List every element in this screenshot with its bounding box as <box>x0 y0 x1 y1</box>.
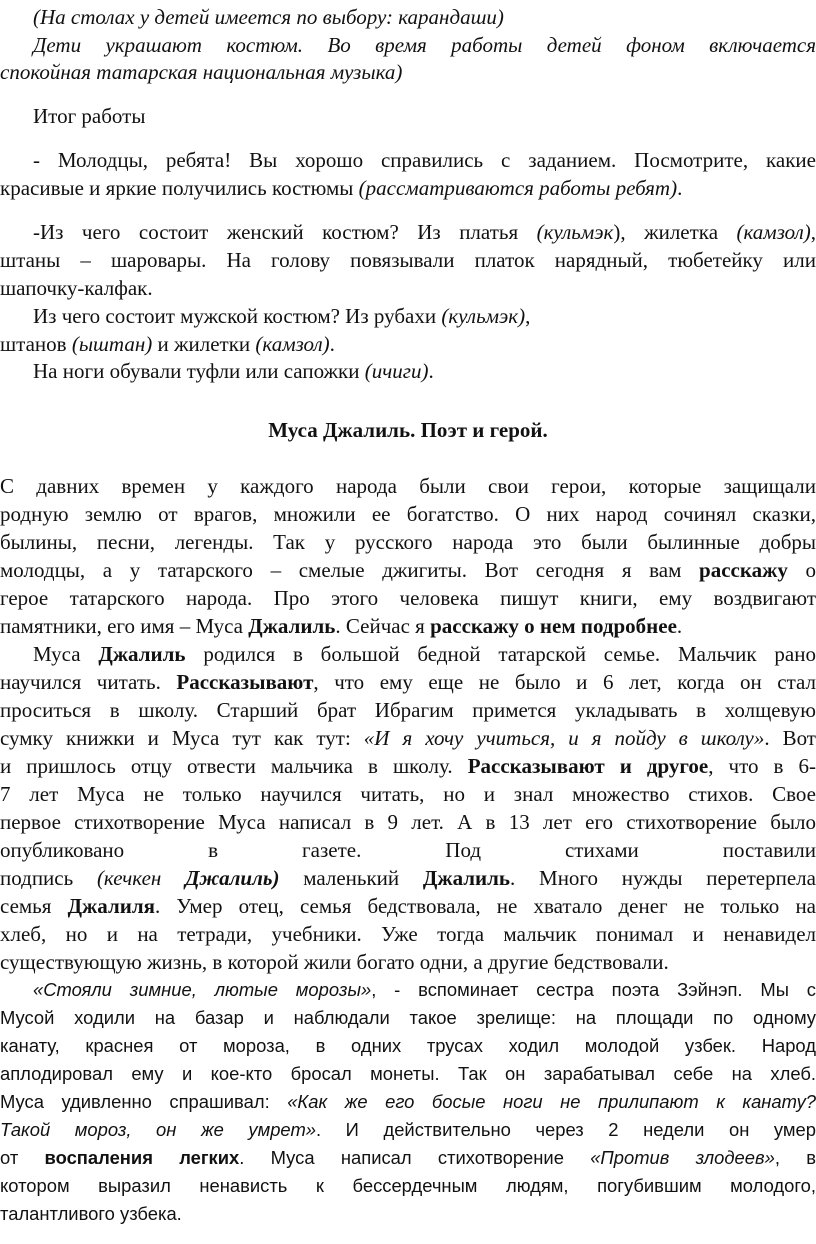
paragraph-line: от воспаления легких. Муса написал стихотворение «Против злодеев», в <box>0 1147 816 1168</box>
paragraph-line: научился читать. Рассказывают, что ему еще не было и 6 лет, когда он стал <box>0 670 816 694</box>
word: в <box>208 838 219 862</box>
paragraph-line <box>0 837 816 863</box>
paragraph-line: первое стихотворение Муса написал в 9 лет. А в 13 лет его стихотворение было <box>0 810 816 834</box>
paragraph-line: котором выразил ненависть к бессердечным людям, погубившим молодого, <box>0 1175 816 1196</box>
paragraph-line: проситься в школу. Старший брат Ибрагим примется укладывать в холщевую <box>0 698 816 722</box>
paragraph-line: герое татарского народа. Про этого человека пишут книги, ему воздвигают <box>0 586 816 610</box>
section-title: Муса Джалиль. Поэт и герой. <box>268 418 548 442</box>
word: Под <box>445 838 482 862</box>
intro-line: Дети украшают костюм. Во время работы детей фоном включается <box>33 33 816 57</box>
paragraph-line: канату, краснея от мороза, в одних трусах ходил молодой узбек. Народ <box>0 1035 816 1056</box>
paragraph-line: и пришлось отцу отвести мальчика в школу. Рассказывают и другое, что в 6- <box>0 754 816 778</box>
paragraph-line: штаны – шаровары. На голову повязывали платок нарядный, тюбетейку или <box>0 248 816 272</box>
paragraph-line: 7 лет Муса не только научился читать, но и знал множество стихов. Свое <box>0 782 816 806</box>
intro-line: спокойная татарская национальная музыка) <box>0 60 403 84</box>
paragraph-line: Из чего состоит мужской костюм? Из рубахи (кульмэк), <box>33 304 531 328</box>
paragraph-line: семья Джалиля. Умер отец, семья бедствовала, не хватало денег не только на <box>0 894 816 918</box>
paragraph-line: шапочку-калфак. <box>0 276 153 300</box>
paragraph-line: аплодировал ему и кое-кто бросал монеты. Так он зарабатывал себе на хлеб. <box>0 1063 816 1084</box>
result-heading: Итог работы <box>33 104 146 128</box>
paragraph-line: Такой мороз, он же умрет». И действительно через 2 недели он умер <box>0 1119 816 1140</box>
paragraph-line: С давних времен у каждого народа были свои герои, которые защищали <box>0 474 816 498</box>
paragraph-line: подпись (кечкен Джалиль) маленький Джалиль. Много нужды перетерпела <box>0 866 816 890</box>
paragraph-line: сумку книжки и Муса тут как тут: «И я хочу учиться, и я пойду в школу». Вот <box>0 726 816 750</box>
paragraph-line: Муса Джалиль родился в большой бедной татарской семье. Мальчик рано <box>33 642 816 666</box>
paragraph-line: - Молодцы, ребята! Вы хорошо справились с заданием. Посмотрите, какие <box>33 148 816 172</box>
paragraph-line: «Стояли зимние, лютые морозы», - вспоминает сестра поэта Зэйнэп. Мы с <box>33 979 816 1000</box>
paragraph-line: родную землю от врагов, множили ее богатство. О них народ сочинял сказки, <box>0 502 816 526</box>
paragraph-line: Мусой ходили на базар и наблюдали такое зрелище: на площади по одному <box>0 1007 816 1028</box>
paragraph-line: былины, песни, легенды. Так у русского народа это были былинные добры <box>0 530 816 554</box>
paragraph-line: молодцы, а у татарского – смелые джигиты. Вот сегодня я вам расскажу о <box>0 558 816 582</box>
intro-line: (На столах у детей имеется по выбору: карандаши) <box>33 5 504 29</box>
word: поставили <box>722 838 816 862</box>
paragraph-line: талантливого узбека. <box>0 1203 182 1224</box>
paragraph-line: -Из чего состоит женский костюм? Из платья (кульмэк), жилетка (камзол), <box>33 220 816 244</box>
paragraph-line: На ноги обували туфли или сапожки (ичиги). <box>33 359 434 383</box>
paragraph-line: красивые и яркие получились костюмы (рассматриваются работы ребят). <box>0 176 683 200</box>
word: опубликовано <box>0 838 125 862</box>
paragraph-line: штанов (ыштан) и жилетки (камзол). <box>0 332 335 356</box>
paragraph-line: существующую жизнь, в которой жили богато одни, а другие бедствовали. <box>0 950 669 974</box>
paragraph-line: памятники, его имя – Муса Джалиль. Сейчас я расскажу о нем подробнее. <box>0 614 683 638</box>
paragraph-line: Муса удивленно спрашивал: «Как же его босые ноги не прилипают к канату? <box>0 1091 816 1112</box>
word: стихами <box>564 838 639 862</box>
word: газете. <box>302 838 362 862</box>
paragraph-line: хлеб, но и на тетради, учебники. Уже тогда мальчик понимал и ненавидел <box>0 922 816 946</box>
